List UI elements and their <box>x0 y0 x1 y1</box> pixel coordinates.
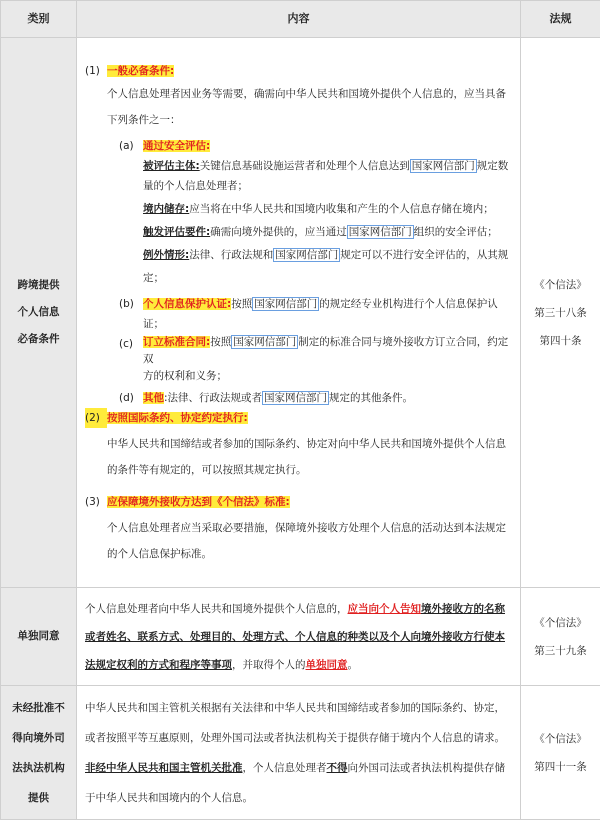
table-header-row <box>1 1 600 38</box>
category-line: 跨境提供 <box>17 279 60 291</box>
regulation-line: 第三十九条 <box>534 644 587 657</box>
regulation-cell <box>521 38 600 588</box>
category-line: 个人信息 <box>17 306 60 318</box>
regulator-box: 国家网信部门 <box>411 160 475 172</box>
header-regulation: 法规 <box>521 1 600 38</box>
condition-a: (a) 通过安全评估: 被评估主体:关键信息基础设施运营者和处理个人信息达到 国家网信部门 规定数 量的个人信息处理者； 境内储存:应当将在中华人民共和国境内收集和产生的个人信息存储在境内； 触发评估要件:确需向境外提供的，应当通过 国家网信部门 组织的安全评估； 例外情形:法律、行政法规和 国家网信部门 规定可以不进行安全评估的，从其规 定； <box>119 140 509 284</box>
category-line: 必备条件 <box>17 333 60 345</box>
condition-d: (d) 其他:法律、行政法规或者 国家网信部门 规定的其他条件。 <box>119 392 414 404</box>
regulation-cell <box>521 588 600 686</box>
regulation-cell <box>521 686 600 820</box>
category-cell <box>1 38 77 588</box>
table-row <box>1 686 600 820</box>
regulator-box: 国家网信部门 <box>275 249 339 261</box>
condition-b: (b) 个人信息保护认证:按照 国家网信部门 的规定经专业机构进行个人信息保护认证； <box>119 298 498 330</box>
regulation-line: 第四十条 <box>539 334 582 347</box>
regulation-line: 《个信法》 <box>534 616 587 629</box>
regulator-box: 国家网信部门 <box>254 298 318 310</box>
section-3-heading: (3) 应保障境外接收方达到《个信法》标准: <box>85 496 290 508</box>
regulation-line: 《个信法》 <box>534 732 587 745</box>
regulator-box: 国家网信部门 <box>348 226 412 238</box>
section-2-heading: (2) 按照国际条约、协定约定执行: <box>85 408 512 428</box>
regulator-box: 国家网信部门 <box>233 336 297 348</box>
regulator-box: 国家网信部门 <box>264 392 328 404</box>
condition-c: (c) 订立标准合同:按照 国家网信部门 制定的标准合同与境外接收方订立合同，约定双 方的权利和义务； <box>119 336 509 382</box>
content-cell: (1) 一般必备条件: 个人信息处理者因业务等需要，确需向中华人民共和国境外提供个人信息的，应当具备 下列条件之一： (a) 通过安全评估: 被评估主体:关键信息基础设施运营者和处理个人信息达到 国家网信部门 规定数 量的个人信息处理者； 境内储存:应当将在中华人民共和国境内收集和产生的个人信息存储在境内； 触发评估要件:确需向境外提供的，应当通过 国家网信部门 组织的安全评估； 例外情形:法律、行政法规和 国家网信部门 规定可以不进行安全评估的，从其规 定； (b) 个人信息保护认证:按照 国家网信部门 的规定经专业机构进行个人信息保护认证； (c) 订立标准合同:按照 国家网信部门 制定的标准合同与境外接收方订立合同，约定双 方的权利和义务； (d) 其他:法律、行政法规或者 国家网信部门 规定的其他条件。 (2) 按照国际条约、协定约定执行: 中华人民共和国缔结或者参加的国际条约、协定对向中华人民共和国境外提供个人信息 的条件等有规定的，可以按照其规定执行。 (3) 应保障境外接收方达到《个信法》标准: 个人信息处理者应当采取必要措施，保障境外接收方处理个人信息的活动达到本法规定 的个人信息保护标准。 <box>77 38 521 588</box>
category-cell: 未经批准不 得向境外司 法执法机构 提供 <box>1 686 77 820</box>
section-1-heading: (1) 一般必备条件: <box>85 65 175 77</box>
regulation-line: 第四十一条 <box>534 760 587 773</box>
table-row <box>1 38 600 588</box>
content-cell: 中华人民共和国主管机关根据有关法律和中华人民共和国缔结或者参加的国际条约、协定， 或者按照平等互惠原则，处理外国司法或者执法机构关于提供存储于境内个人信息的请求。 非经中华人民共和国主管机关批准，个人信息处理者不得向外国司法或者执法机构提供存储 于中华人民共和国境内的个人信息。 <box>77 686 521 820</box>
header-content: 内容 <box>77 1 521 38</box>
category-cell: 单独同意 <box>1 588 77 686</box>
table-row <box>1 588 600 686</box>
content-cell: 个人信息处理者向中华人民共和国境外提供个人信息的，应当向个人告知境外接收方的名称 或者姓名、联系方式、处理目的、处理方式、个人信息的种类以及个人向境外接收方行使本 法规定权利的方式和程序等事项，并取得个人的单独同意。 <box>77 588 521 686</box>
regulation-line: 《个信法》 <box>534 278 587 291</box>
header-category: 类别 <box>1 1 77 38</box>
regulation-line: 第三十八条 <box>534 306 587 319</box>
section-1-intro: 个人信息处理者因业务等需要，确需向中华人民共和国境外提供个人信息的，应当具备 <box>107 88 506 100</box>
